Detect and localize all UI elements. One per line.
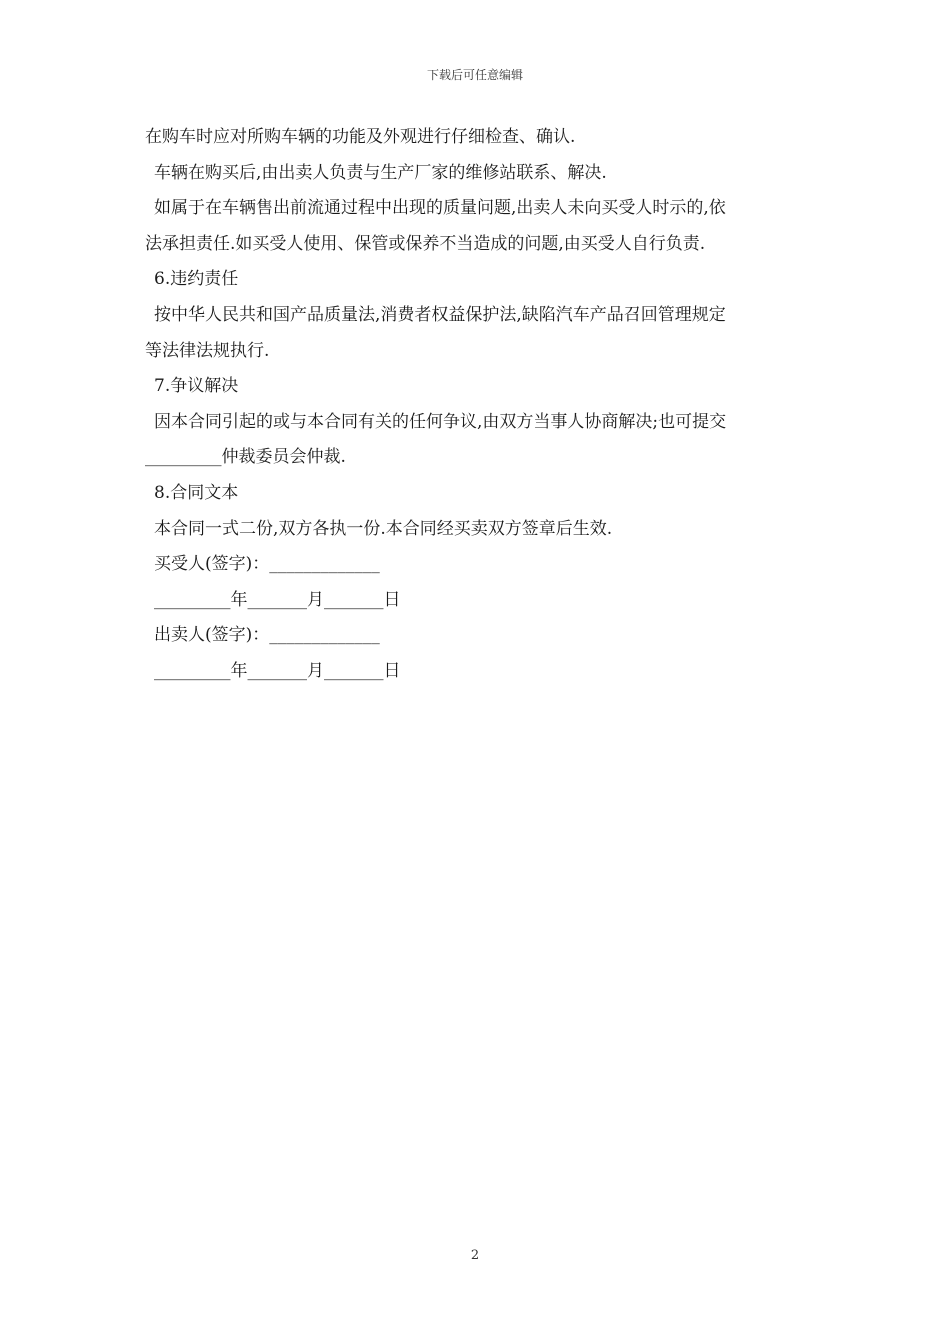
buyer-signature-line: 买受人(签字)：_____________ bbox=[154, 554, 380, 575]
section-heading-dispute: 7.争议解决 bbox=[154, 376, 239, 397]
seller-date-line: _________年_______月_______日 bbox=[154, 660, 401, 681]
section-heading-breach: 6.违约责任 bbox=[154, 269, 239, 290]
text-line-9: 因本合同引起的或与本合同有关的任何争议,由双方当事人协商解决;也可提交 bbox=[154, 411, 727, 432]
text-line-10: _________仲裁委员会仲裁. bbox=[145, 447, 346, 468]
text-line-7: 等法律法规执行. bbox=[145, 340, 270, 361]
section-heading-contract-text: 8.合同文本 bbox=[154, 482, 239, 503]
text-line-4: 法承担责任.如买受人使用、保管或保养不当造成的问题,由买受人自行负责. bbox=[145, 233, 706, 254]
seller-signature-line: 出卖人(签字)：_____________ bbox=[154, 625, 380, 646]
text-line-2: 车辆在购买后,由出卖人负责与生产厂家的维修站联系、解决. bbox=[154, 162, 607, 183]
document-body bbox=[145, 124, 807, 694]
text-line-1: 在购车时应对所购车辆的功能及外观进行仔细检查、确认. bbox=[145, 127, 576, 147]
page-header: 下载后可任意编辑 bbox=[426, 68, 523, 82]
text-line-3: 如属于在车辆售出前流通过程中出现的质量问题,出卖人未向买受人时示的,依 bbox=[154, 198, 726, 219]
text-line-12: 本合同一式二份,双方各执一份.本合同经买卖双方签章后生效. bbox=[154, 518, 613, 539]
text-line-6: 按中华人民共和国产品质量法,消费者权益保护法,缺陷汽车产品召回管理规定 bbox=[154, 304, 726, 325]
page-number: 2 bbox=[470, 1248, 480, 1263]
buyer-date-line: _________年_______月_______日 bbox=[154, 589, 401, 610]
